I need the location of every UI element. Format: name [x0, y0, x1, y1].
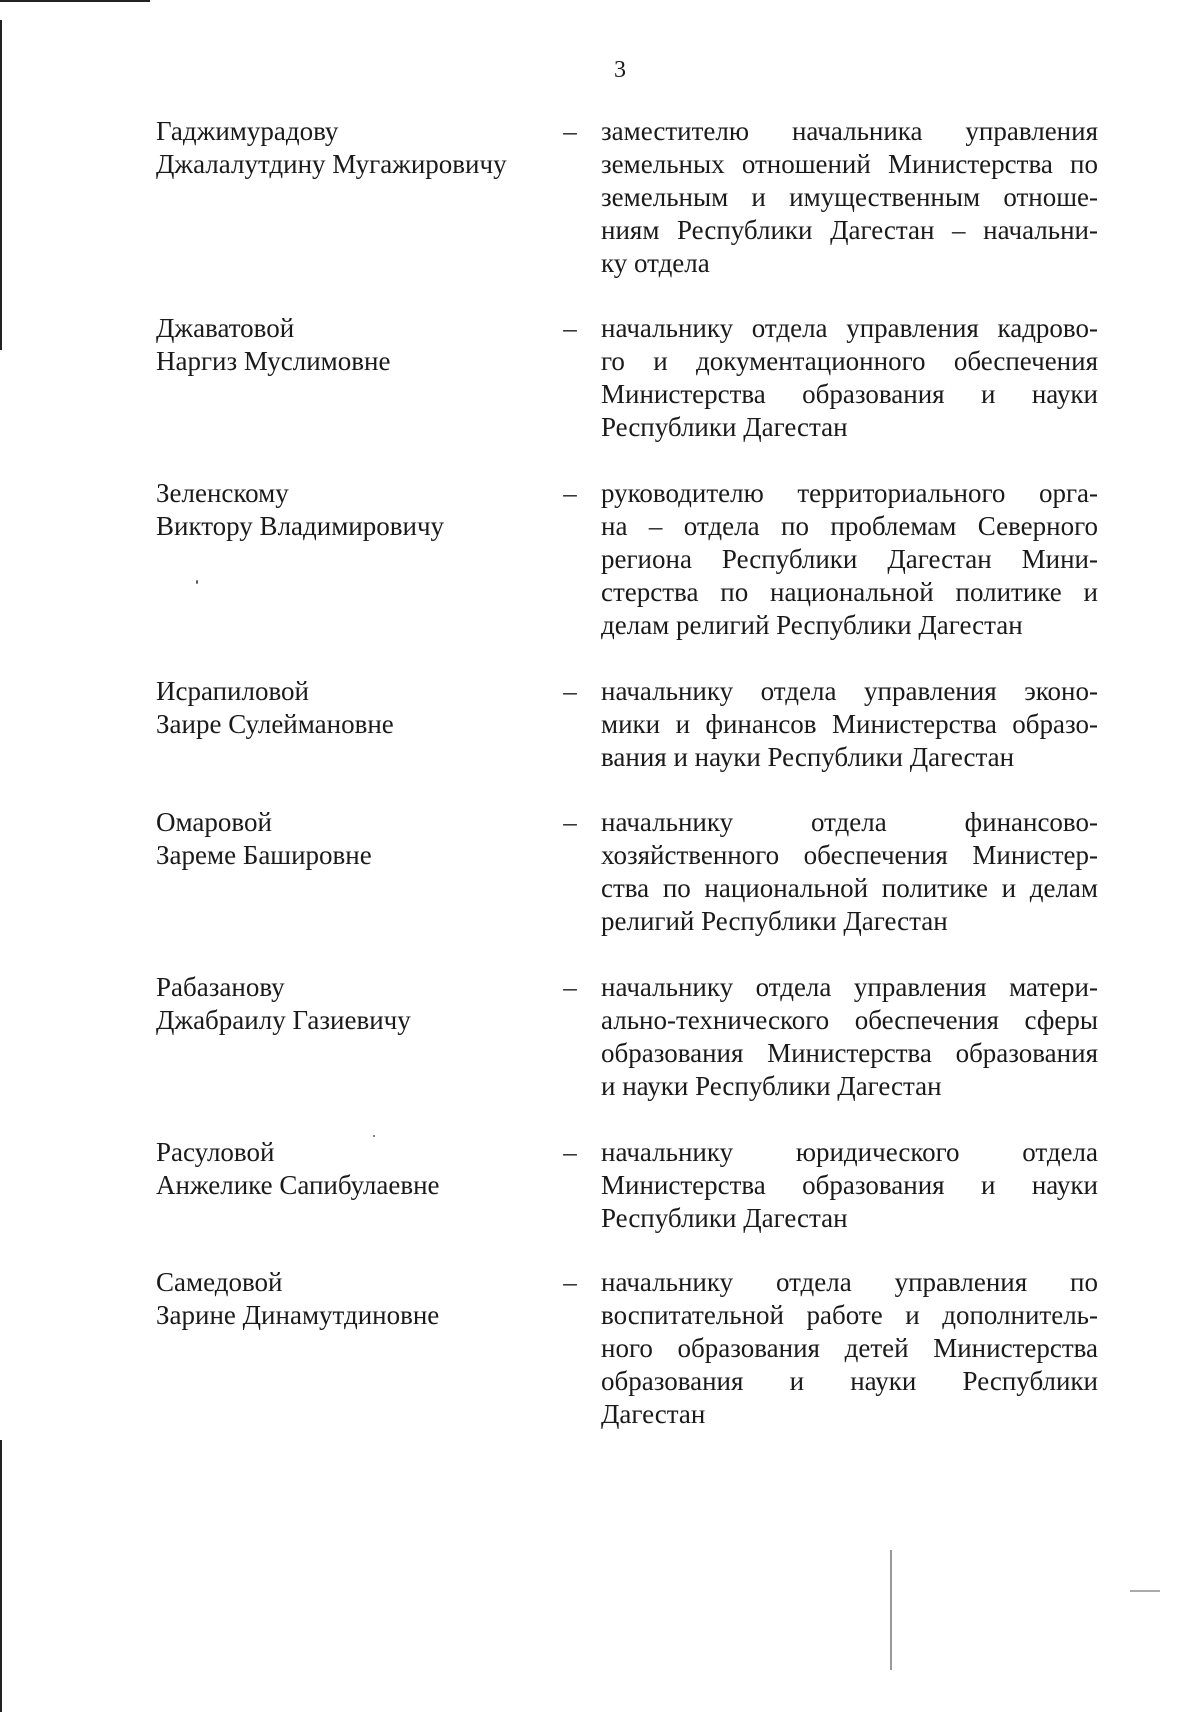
position-description [601, 1136, 1098, 1235]
position-line: земельным и имущественным отноше- [601, 182, 1098, 212]
position-line: Дагестан [601, 1399, 706, 1429]
separator-dash: – [563, 1137, 577, 1167]
position-line: ного образования детей Министерства [601, 1333, 1098, 1363]
separator-dash: – [563, 807, 577, 837]
position-description [601, 312, 1098, 444]
scan-speck [196, 580, 198, 584]
position-line: начальнику юридического отдела [601, 1137, 1098, 1167]
person-name [156, 806, 556, 872]
person-name [156, 477, 556, 543]
position-line: мики и финансов Министерства образо- [601, 709, 1098, 739]
position-line: начальнику отдела финансово- [601, 807, 1098, 837]
position-line: Министерства образования и науки [601, 1170, 1098, 1200]
position-line: Республики Дагестан [601, 1203, 848, 1233]
position-line: начальнику отдела управления матери- [601, 972, 1098, 1002]
scan-speck [1130, 1590, 1160, 1592]
person-surname: Рабазанову [156, 972, 285, 1002]
person-surname: Джаватовой [156, 313, 295, 343]
person-given-names: Зареме Башировне [156, 840, 372, 870]
position-line: Министерства образования и науки [601, 379, 1098, 409]
position-line: и науки Республики Дагестан [601, 1071, 942, 1101]
position-description [601, 477, 1098, 642]
separator-dash: – [563, 972, 577, 1002]
separator-dash: – [563, 676, 577, 706]
position-description [601, 971, 1098, 1103]
person-surname: Исрапиловой [156, 676, 309, 706]
position-line: ально-технического обеспечения сферы [601, 1005, 1098, 1035]
person-given-names: Джалалутдину Мугажировичу [156, 149, 507, 179]
person-given-names: Виктору Владимировичу [156, 511, 445, 541]
scan-edge-left-lower [0, 1440, 2, 1712]
position-line: на – отдела по проблемам Северного [601, 511, 1098, 541]
person-name [156, 971, 556, 1037]
person-surname: Зеленскому [156, 478, 289, 508]
position-line: стерства по национальной политике и [601, 577, 1098, 607]
position-line: земельных отношений Министерства по [601, 149, 1098, 179]
position-description [601, 115, 1098, 280]
position-line: религий Республики Дагестан [601, 906, 948, 936]
position-line: начальнику отдела управления эконо- [601, 676, 1098, 706]
separator-dash: – [563, 313, 577, 343]
person-surname: Гаджимурадову [156, 116, 339, 146]
position-line: начальнику отдела управления по [601, 1267, 1098, 1297]
scan-edge-top [0, 0, 150, 2]
position-line: ку отдела [601, 248, 710, 278]
position-line: ства по национальной политике и делам [601, 873, 1098, 903]
page-number: 3 [614, 57, 626, 83]
scan-speck [890, 1550, 892, 1670]
position-line: образования Министерства образования [601, 1038, 1098, 1068]
position-line: региона Республики Дагестан Мини- [601, 544, 1098, 574]
position-line: начальнику отдела управления кадрово- [601, 313, 1098, 343]
person-name [156, 1136, 556, 1202]
position-line: го и документационного обеспечения [601, 346, 1098, 376]
person-name [156, 675, 556, 741]
position-line: образования и науки Республики [601, 1366, 1098, 1396]
position-line: хозяйственного обеспечения Министер- [601, 840, 1098, 870]
person-given-names: Зарине Динамутдиновне [156, 1300, 440, 1330]
person-name [156, 115, 556, 181]
person-surname: Расуловой [156, 1137, 275, 1167]
person-given-names: Джабраилу Газиевичу [156, 1005, 411, 1035]
person-given-names: Наргиз Муслимовне [156, 346, 391, 376]
separator-dash: – [563, 478, 577, 508]
separator-dash: – [563, 1267, 577, 1297]
separator-dash: – [563, 116, 577, 146]
position-line: вания и науки Республики Дагестан [601, 742, 1015, 772]
position-line: заместителю начальника управления [601, 116, 1098, 146]
person-surname: Омаровой [156, 807, 272, 837]
person-given-names: Анжелике Сапибулаевне [156, 1170, 440, 1200]
person-given-names: Заире Сулеймановне [156, 709, 394, 739]
position-line: Республики Дагестан [601, 412, 848, 442]
position-line: руководителю территориального орга- [601, 478, 1098, 508]
position-line: ниям Республики Дагестан – начальни- [601, 215, 1098, 245]
position-line: воспитательной работе и дополнитель- [601, 1300, 1098, 1330]
position-description [601, 675, 1098, 774]
position-description [601, 806, 1098, 938]
position-line: делам религий Республики Дагестан [601, 610, 1023, 640]
person-name [156, 312, 556, 378]
person-name [156, 1266, 556, 1332]
person-surname: Самедовой [156, 1267, 283, 1297]
position-description [601, 1266, 1098, 1431]
